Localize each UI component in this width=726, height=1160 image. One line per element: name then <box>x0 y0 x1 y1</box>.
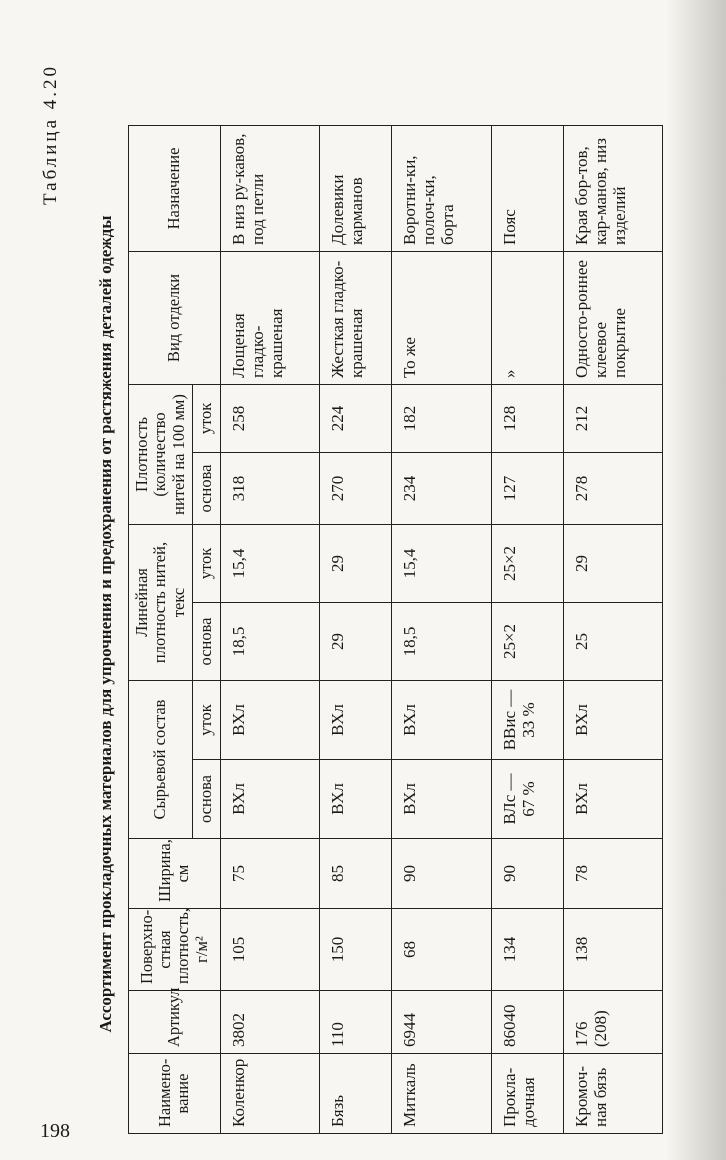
table-row <box>392 125 491 1133</box>
cell-comp-weft: ВХл <box>320 680 392 759</box>
cell-width: 90 <box>491 839 563 909</box>
cell-comp-warp: ВХл <box>220 760 319 839</box>
cell-name: Кромоч-ная бязь <box>563 1054 662 1134</box>
header-article: Артикул <box>129 991 221 1054</box>
header-purpose: Назначение <box>129 125 221 251</box>
cell-width: 90 <box>392 839 491 909</box>
cell-comp-weft: ВХл <box>392 680 491 759</box>
cell-width: 85 <box>320 839 392 909</box>
cell-comp-warp: ВЛс — 67 % <box>491 760 563 839</box>
cell-article: 6944 <box>392 991 491 1054</box>
cell-article: 3802 <box>220 991 319 1054</box>
table-row <box>320 125 392 1133</box>
cell-dens-warp: 318 <box>220 452 319 524</box>
table-row <box>220 125 319 1133</box>
cell-name: Миткаль <box>392 1054 491 1134</box>
cell-finish: То же <box>392 251 491 384</box>
header-row-1 <box>129 125 193 1133</box>
cell-surface-density: 134 <box>491 909 563 991</box>
header-comp-warp: основа <box>193 760 220 839</box>
cell-lin-warp: 25 <box>563 602 662 680</box>
cell-finish: Односто-роннее клеевое покрытие <box>563 251 662 384</box>
header-finish: Вид отделки <box>129 251 221 384</box>
cell-lin-weft: 29 <box>320 524 392 602</box>
cell-dens-weft: 182 <box>392 384 491 452</box>
cell-dens-warp: 127 <box>491 452 563 524</box>
cell-dens-weft: 212 <box>563 384 662 452</box>
cell-lin-weft: 15,4 <box>220 524 319 602</box>
header-surface-density-text: Поверхно-стная плотность, г/м² <box>136 908 211 984</box>
cell-purpose: Воротни-ки, полоч-ки, борта <box>392 125 491 251</box>
cell-dens-warp: 234 <box>392 452 491 524</box>
cell-comp-warp: ВХл <box>563 760 662 839</box>
header-dens-weft: уток <box>193 384 220 452</box>
cell-name: Коленкор <box>220 1054 319 1134</box>
cell-article: 86040 <box>491 991 563 1054</box>
materials-table <box>128 125 663 1134</box>
table-row <box>491 125 563 1133</box>
cell-dens-weft: 258 <box>220 384 319 452</box>
cell-name: Бязь <box>320 1054 392 1134</box>
cell-comp-warp: ВХл <box>392 760 491 839</box>
cell-finish: Лощеная гладко-крашеная <box>220 251 319 384</box>
table-row <box>563 125 662 1133</box>
table-label: Таблица 4.20 <box>40 63 61 205</box>
cell-lin-warp: 18,5 <box>392 602 491 680</box>
header-composition: Сырьевой состав <box>129 680 193 838</box>
cell-width: 75 <box>220 839 319 909</box>
cell-dens-warp: 278 <box>563 452 662 524</box>
page-number: 198 <box>40 1120 70 1142</box>
cell-comp-weft: ВВис — 33 % <box>491 680 563 759</box>
header-width: Ширина, см <box>129 839 221 909</box>
header-comp-weft: уток <box>193 680 220 759</box>
header-lin-weft: уток <box>193 524 220 602</box>
cell-lin-weft: 15,4 <box>392 524 491 602</box>
cell-purpose: Края бор-тов, кар-манов, низ изделий <box>563 125 662 251</box>
table-title: Ассортимент прокладочных материалов для упрочнения и предохранения от растяжения деталей одежды <box>96 215 115 1033</box>
cell-purpose: Пояс <box>491 125 563 251</box>
cell-lin-weft: 25×2 <box>491 524 563 602</box>
cell-dens-warp: 270 <box>320 452 392 524</box>
cell-comp-weft: ВХл <box>563 680 662 759</box>
cell-surface-density: 68 <box>392 909 491 991</box>
cell-comp-weft: ВХл <box>220 680 319 759</box>
cell-surface-density: 150 <box>320 909 392 991</box>
cell-dens-weft: 128 <box>491 384 563 452</box>
cell-lin-warp: 29 <box>320 602 392 680</box>
cell-purpose: В низ ру-кавов, под петли <box>220 125 319 251</box>
cell-surface-density: 105 <box>220 909 319 991</box>
cell-article: 176 (208) <box>563 991 662 1054</box>
header-name: Наимено-вание <box>129 1054 221 1134</box>
header-lin-warp: основа <box>193 602 220 680</box>
header-thread-density: Плотность (количество нитей на 100 мм) <box>129 384 193 524</box>
cell-lin-weft: 29 <box>563 524 662 602</box>
cell-width: 78 <box>563 839 662 909</box>
cell-finish: » <box>491 251 563 384</box>
cell-comp-warp: ВХл <box>320 760 392 839</box>
cell-name: Прокла-дочная <box>491 1054 563 1134</box>
header-linear-density: Линейная плотность нитей, текс <box>129 524 193 680</box>
header-dens-warp: основа <box>193 452 220 524</box>
cell-dens-weft: 224 <box>320 384 392 452</box>
cell-lin-warp: 18,5 <box>220 602 319 680</box>
cell-purpose: Долевики карманов <box>320 125 392 251</box>
cell-lin-warp: 25×2 <box>491 602 563 680</box>
cell-surface-density: 138 <box>563 909 662 991</box>
cell-finish: Жесткая гладко-крашеная <box>320 251 392 384</box>
cell-article: 110 <box>320 991 392 1054</box>
header-surface-density <box>129 909 221 991</box>
